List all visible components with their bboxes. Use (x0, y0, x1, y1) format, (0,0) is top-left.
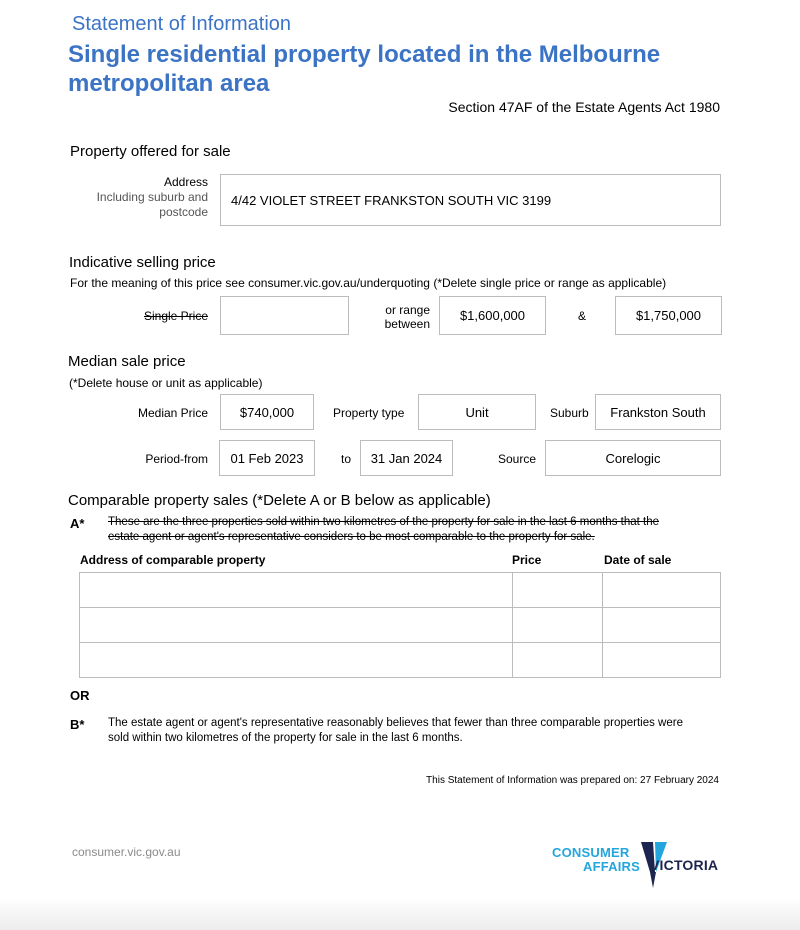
table-row (80, 608, 721, 643)
or-separator: OR (70, 688, 90, 703)
range-low-field[interactable]: $1,600,000 (439, 296, 546, 335)
logo-consumer-text: CONSUMER (552, 845, 630, 860)
table-row (80, 643, 721, 678)
address-value: 4/42 VIOLET STREET FRANKSTON SOUTH VIC 3199 (231, 192, 552, 208)
suburb-field[interactable]: Frankston South (595, 394, 721, 430)
row-address-cell[interactable] (80, 643, 513, 678)
range-label-2: between (384, 317, 430, 331)
property-type-label: Property type (333, 406, 405, 420)
page-title-line-2: metropolitan area (68, 70, 270, 97)
page-title-line-1: Single residential property located in the Melbourne (68, 41, 661, 68)
property-type-field[interactable]: Unit (418, 394, 536, 430)
option-a-text-line-2: estate agent or agent's representative considers to be most comparable to the property for sale. (108, 531, 595, 543)
page-bottom-edge (0, 898, 800, 930)
website-text: consumer.vic.gov.au (72, 845, 181, 859)
source-label: Source (498, 452, 537, 466)
comparable-heading: Comparable property sales (*Delete A or B below as applicable) (68, 492, 491, 509)
row-date-cell[interactable] (603, 608, 721, 643)
option-b-text-line-2: sold within two kilometres of the property for sale in the last 6 months. (108, 732, 463, 744)
median-price-field[interactable]: $740,000 (220, 394, 314, 430)
statement-heading: Statement of Information (72, 13, 292, 35)
row-date-cell[interactable] (603, 643, 721, 678)
single-price-field[interactable] (220, 296, 349, 335)
row-address-cell[interactable] (80, 573, 513, 608)
suburb-label: Suburb (550, 406, 589, 420)
option-b-text (108, 716, 683, 746)
period-to-field[interactable]: 31 Jan 2024 (360, 440, 453, 476)
selling-price-heading: Indicative selling price (69, 254, 216, 271)
address-field[interactable] (220, 174, 721, 226)
row-date-cell[interactable] (603, 573, 721, 608)
col-date-header: Date of sale (604, 553, 672, 567)
single-price-label: Single Price (143, 309, 208, 323)
prepared-on-text: This Statement of Information was prepared on: 27 February 2024 (426, 775, 719, 786)
selling-price-note: For the meaning of this price see consumer.vic.gov.au/underquoting (*Delete single price or range as applicable) (70, 276, 667, 290)
option-a-text (108, 515, 659, 545)
option-a-text-line-1: These are the three properties sold within two kilometres of the property for sale in the last 6 months that the (108, 516, 660, 528)
section-reference: Section 47AF of the Estate Agents Act 1980 (448, 99, 720, 115)
range-label (385, 303, 430, 331)
median-note: (*Delete house or unit as applicable) (69, 376, 263, 390)
consumer-affairs-victoria-logo (550, 840, 730, 894)
address-label-group (97, 175, 208, 220)
range-and-label: & (578, 309, 587, 323)
row-price-cell[interactable] (513, 573, 603, 608)
range-high-field[interactable]: $1,750,000 (615, 296, 722, 335)
address-sublabel-2: postcode (159, 205, 208, 219)
comparable-table (79, 572, 721, 678)
period-from-label: Period-from (145, 452, 208, 466)
median-heading: Median sale price (68, 353, 186, 370)
period-to-label: to (341, 452, 352, 466)
property-heading: Property offered for sale (70, 143, 231, 160)
logo-victoria-text: VICTORIA (650, 857, 719, 873)
table-row (80, 573, 721, 608)
col-address-header: Address of comparable property (80, 553, 266, 567)
col-price-header: Price (512, 553, 542, 567)
row-price-cell[interactable] (513, 608, 603, 643)
address-sublabel-1: Including suburb and (96, 190, 208, 204)
option-b-text-line-1: The estate agent or agent's representative reasonably believes that fewer than three comparable properties were (108, 717, 683, 729)
logo-affairs-text: AFFAIRS (583, 859, 641, 874)
median-price-label: Median Price (137, 406, 208, 420)
row-address-cell[interactable] (80, 608, 513, 643)
period-from-field[interactable]: 01 Feb 2023 (219, 440, 315, 476)
row-price-cell[interactable] (513, 643, 603, 678)
page-title (68, 40, 660, 98)
source-field[interactable]: Corelogic (545, 440, 721, 476)
range-label-1: or range (385, 303, 430, 317)
option-a-marker: A* (70, 516, 85, 531)
option-b-marker: B* (70, 717, 85, 732)
address-label: Address (163, 175, 208, 189)
